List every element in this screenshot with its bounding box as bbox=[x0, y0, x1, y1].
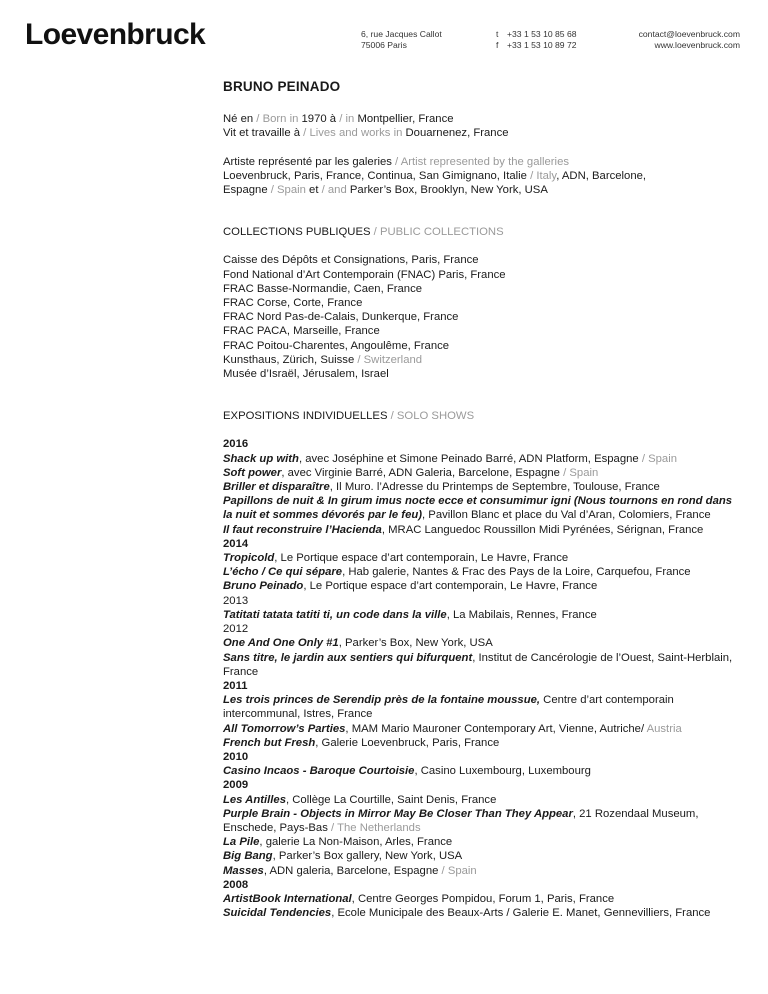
show-details: Centre d’art contemporain intercommunal, Istres, France bbox=[223, 694, 674, 721]
show-details: , La Mabilais, Rennes, France bbox=[446, 608, 597, 621]
gallery-line bbox=[223, 183, 743, 197]
show-details: , Le Portique espace d’art contemporain, Le Havre, France bbox=[274, 552, 569, 565]
collection-item bbox=[223, 296, 743, 310]
show-entry bbox=[223, 608, 743, 622]
show-entry bbox=[223, 693, 743, 721]
show-title: La Pile bbox=[223, 836, 260, 849]
show-details: , avec Joséphine et Simone Peinado Barré, ADN Platform, Espagne bbox=[298, 452, 639, 465]
text-segment: FRAC PACA, Marseille, France bbox=[223, 325, 380, 338]
collection-item bbox=[223, 339, 743, 353]
artist-lives bbox=[223, 126, 743, 140]
collection-item bbox=[223, 353, 743, 367]
show-entry bbox=[223, 480, 743, 494]
year-heading: 2011 bbox=[223, 679, 248, 692]
show-title: Casino Incaos - Baroque Courtoisie bbox=[223, 765, 415, 778]
text-segment: Kunsthaus, Zürich, Suisse bbox=[223, 353, 355, 366]
address-city: 75006 Paris bbox=[361, 40, 407, 50]
show-details: , Institut de Cancérologie de l’Ouest, Saint-Herblain, France bbox=[223, 651, 733, 678]
text-segment: FRAC Corse, Corte, France bbox=[223, 297, 363, 310]
artist-galleries bbox=[223, 155, 743, 198]
translation-text: / The Netherlands bbox=[327, 821, 421, 834]
show-title: Papillons de nuit & In girum imus nocte ecce et consumimur igni (Nous tournons en rond dans la nuit et sommes dévorés par le feu) bbox=[223, 495, 733, 522]
lives-fr: Vit et travaille à bbox=[223, 127, 301, 140]
show-entry bbox=[223, 736, 743, 750]
show-entry bbox=[223, 651, 743, 679]
translation-text: / Artist represented by the galleries bbox=[391, 155, 569, 168]
contact-email[interactable]: contact@loevenbruck.com bbox=[638, 29, 740, 39]
artist-name: BRUNO PEINADO bbox=[223, 79, 341, 94]
text-segment: , ADN, Barcelone, bbox=[556, 169, 647, 182]
show-entry bbox=[223, 906, 743, 920]
contact-website[interactable]: www.loevenbruck.com bbox=[654, 40, 740, 50]
show-title: One And One Only #1 bbox=[223, 637, 339, 650]
lives-en: / Lives and works in bbox=[300, 127, 406, 140]
show-entry bbox=[223, 551, 743, 565]
show-title: Il faut reconstruire l’Hacienda bbox=[223, 523, 382, 536]
artist-born bbox=[223, 112, 743, 126]
show-entry bbox=[223, 494, 743, 522]
gallery-logo: Loevenbruck bbox=[25, 18, 206, 51]
text-segment: Loevenbruck, Paris, France, Continua, San Gimignano, Italie bbox=[223, 169, 527, 182]
show-details: , Collège La Courtille, Saint Denis, France bbox=[286, 793, 497, 806]
gallery-contact bbox=[639, 29, 740, 51]
show-details: , 21 Rozendaal Museum, Enschede, Pays-Bas bbox=[223, 807, 699, 834]
collection-item bbox=[223, 367, 743, 381]
cv-content bbox=[223, 80, 743, 920]
show-entry bbox=[223, 807, 743, 835]
show-entry bbox=[223, 793, 743, 807]
phone-number: +33 1 53 10 85 68 bbox=[507, 29, 577, 39]
translation-text: / Spain bbox=[638, 452, 677, 465]
solo-shows-heading bbox=[223, 409, 743, 423]
show-title: Les trois princes de Serendip près de la fontaine moussue, bbox=[223, 694, 541, 707]
fax-line bbox=[496, 40, 577, 51]
show-title: Sans titre, le jardin aux sentiers qui bifurquent bbox=[223, 651, 473, 664]
show-title: French but Fresh bbox=[223, 736, 316, 749]
text-segment: Caisse des Dépôts et Consignations, Paris, France bbox=[223, 254, 479, 267]
born-fr: Né en bbox=[223, 113, 254, 126]
year-heading: 2014 bbox=[223, 537, 249, 550]
collections-title-en: / PUBLIC COLLECTIONS bbox=[370, 226, 504, 239]
show-details: , Il Muro. l’Adresse du Printemps de Septembre, Toulouse, France bbox=[329, 481, 660, 494]
fax-key: f bbox=[496, 40, 499, 50]
show-title: Masses bbox=[223, 864, 264, 877]
text-segment: Parker’s Box, Brooklyn, New York, USA bbox=[346, 184, 548, 197]
collection-item bbox=[223, 268, 743, 282]
collection-item bbox=[223, 253, 743, 267]
translation-text: / Spain bbox=[267, 184, 306, 197]
phone-line bbox=[496, 29, 577, 40]
text-segment: Espagne bbox=[223, 184, 268, 197]
show-title: Bruno Peinado bbox=[223, 580, 304, 593]
gallery-phones bbox=[496, 29, 577, 51]
show-entry bbox=[223, 764, 743, 778]
show-details: , Galerie Loevenbruck, Paris, France bbox=[315, 736, 500, 749]
text-segment: FRAC Poitou-Charentes, Angoulême, France bbox=[223, 339, 450, 352]
translation-text: / Spain bbox=[559, 466, 599, 479]
show-entry bbox=[223, 849, 743, 863]
year-heading: 2008 bbox=[223, 878, 249, 891]
collections-title-fr: COLLECTIONS PUBLIQUES bbox=[223, 226, 371, 239]
show-entry bbox=[223, 636, 743, 650]
show-title: Purple Brain - Objects in Mirror May Be Closer Than They Appear bbox=[223, 807, 573, 820]
lives-place: Douarnenez, France bbox=[405, 127, 509, 140]
show-details: , Parker’s Box, New York, USA bbox=[338, 637, 493, 650]
collection-item bbox=[223, 310, 743, 324]
solo-title-en: / SOLO SHOWS bbox=[387, 410, 475, 423]
collection-item bbox=[223, 324, 743, 338]
show-title: ArtistBook International bbox=[223, 892, 352, 905]
phone-key: t bbox=[496, 29, 499, 39]
show-title: Briller et disparaître bbox=[223, 481, 330, 494]
collections-heading bbox=[223, 225, 743, 239]
translation-text: / Switzerland bbox=[354, 353, 423, 366]
show-details: , avec Virginie Barré, ADN Galeria, Barcelone, Espagne bbox=[281, 466, 560, 479]
translation-text: Austria bbox=[646, 722, 682, 735]
solo-shows-list bbox=[223, 437, 743, 920]
show-details: , galerie La Non-Maison, Arles, France bbox=[259, 836, 453, 849]
collections-list bbox=[223, 253, 743, 381]
show-details: , Parker’s Box gallery, New York, USA bbox=[272, 850, 463, 863]
translation-text: / Italy bbox=[526, 169, 557, 182]
year-heading: 2012 bbox=[223, 623, 249, 636]
text-segment: FRAC Nord Pas-de-Calais, Dunkerque, France bbox=[223, 311, 459, 324]
born-year: 1970 à bbox=[301, 113, 337, 126]
show-details: , Ecole Municipale des Beaux-Arts / Galerie E. Manet, Gennevilliers, France bbox=[331, 907, 711, 920]
collection-item bbox=[223, 282, 743, 296]
gallery-address bbox=[361, 29, 442, 51]
translation-text: / and bbox=[318, 184, 347, 197]
show-title: L’écho / Ce qui sépare bbox=[223, 566, 343, 579]
text-segment: Musée d’Israël, Jérusalem, Israel bbox=[223, 368, 389, 381]
show-title: Big Bang bbox=[223, 850, 273, 863]
show-title: Tropicold bbox=[223, 552, 275, 565]
show-title: Les Antilles bbox=[223, 793, 286, 806]
show-title: Soft power bbox=[223, 466, 282, 479]
translation-text: / Spain bbox=[438, 864, 477, 877]
show-title: Suicidal Tendencies bbox=[223, 907, 332, 920]
fax-number: +33 1 53 10 89 72 bbox=[507, 40, 577, 50]
year-heading: 2016 bbox=[223, 438, 249, 451]
show-details: , Pavillon Blanc et place du Val d’Aran, Colomiers, France bbox=[422, 509, 711, 522]
born-in-en: / in bbox=[336, 113, 358, 126]
show-entry bbox=[223, 452, 743, 466]
gallery-line bbox=[223, 155, 743, 169]
show-title: Shack up with bbox=[223, 452, 299, 465]
gallery-line bbox=[223, 169, 743, 183]
show-entry bbox=[223, 523, 743, 537]
year-heading: 2013 bbox=[223, 594, 249, 607]
born-place: Montpellier, France bbox=[357, 113, 454, 126]
year-heading: 2010 bbox=[223, 750, 249, 763]
address-street: 6, rue Jacques Callot bbox=[361, 29, 442, 39]
text-segment: et bbox=[305, 184, 319, 197]
text-segment: Artiste représenté par les galeries bbox=[223, 155, 392, 168]
show-entry bbox=[223, 579, 743, 593]
show-title: All Tomorrow’s Parties bbox=[223, 722, 346, 735]
born-en: / Born in bbox=[253, 113, 302, 126]
show-entry bbox=[223, 722, 743, 736]
show-details: , MRAC Languedoc Roussillon Midi Pyrénées, Sérignan, France bbox=[381, 523, 704, 536]
show-details: , Casino Luxembourg, Luxembourg bbox=[414, 765, 591, 778]
show-details: , ADN galeria, Barcelone, Espagne bbox=[263, 864, 439, 877]
show-title: Tatitati tatata tatiti ti, un code dans la ville bbox=[223, 608, 447, 621]
solo-title-fr: EXPOSITIONS INDIVIDUELLES bbox=[223, 410, 388, 423]
show-details: , Hab galerie, Nantes & Frac des Pays de la Loire, Carquefou, France bbox=[342, 566, 691, 579]
show-entry bbox=[223, 466, 743, 480]
show-entry bbox=[223, 892, 743, 906]
text-segment: Fond National d’Art Contemporain (FNAC) Paris, France bbox=[223, 268, 506, 281]
text-segment: FRAC Basse-Normandie, Caen, France bbox=[223, 282, 423, 295]
show-details: , Le Portique espace d’art contemporain, Le Havre, France bbox=[303, 580, 598, 593]
show-entry bbox=[223, 835, 743, 849]
show-entry bbox=[223, 565, 743, 579]
show-details: , MAM Mario Mauroner Contemporary Art, Vienne, Autriche/ bbox=[345, 722, 647, 735]
year-heading: 2009 bbox=[223, 779, 249, 792]
show-entry bbox=[223, 864, 743, 878]
show-details: , Centre Georges Pompidou, Forum 1, Paris, France bbox=[351, 892, 615, 905]
